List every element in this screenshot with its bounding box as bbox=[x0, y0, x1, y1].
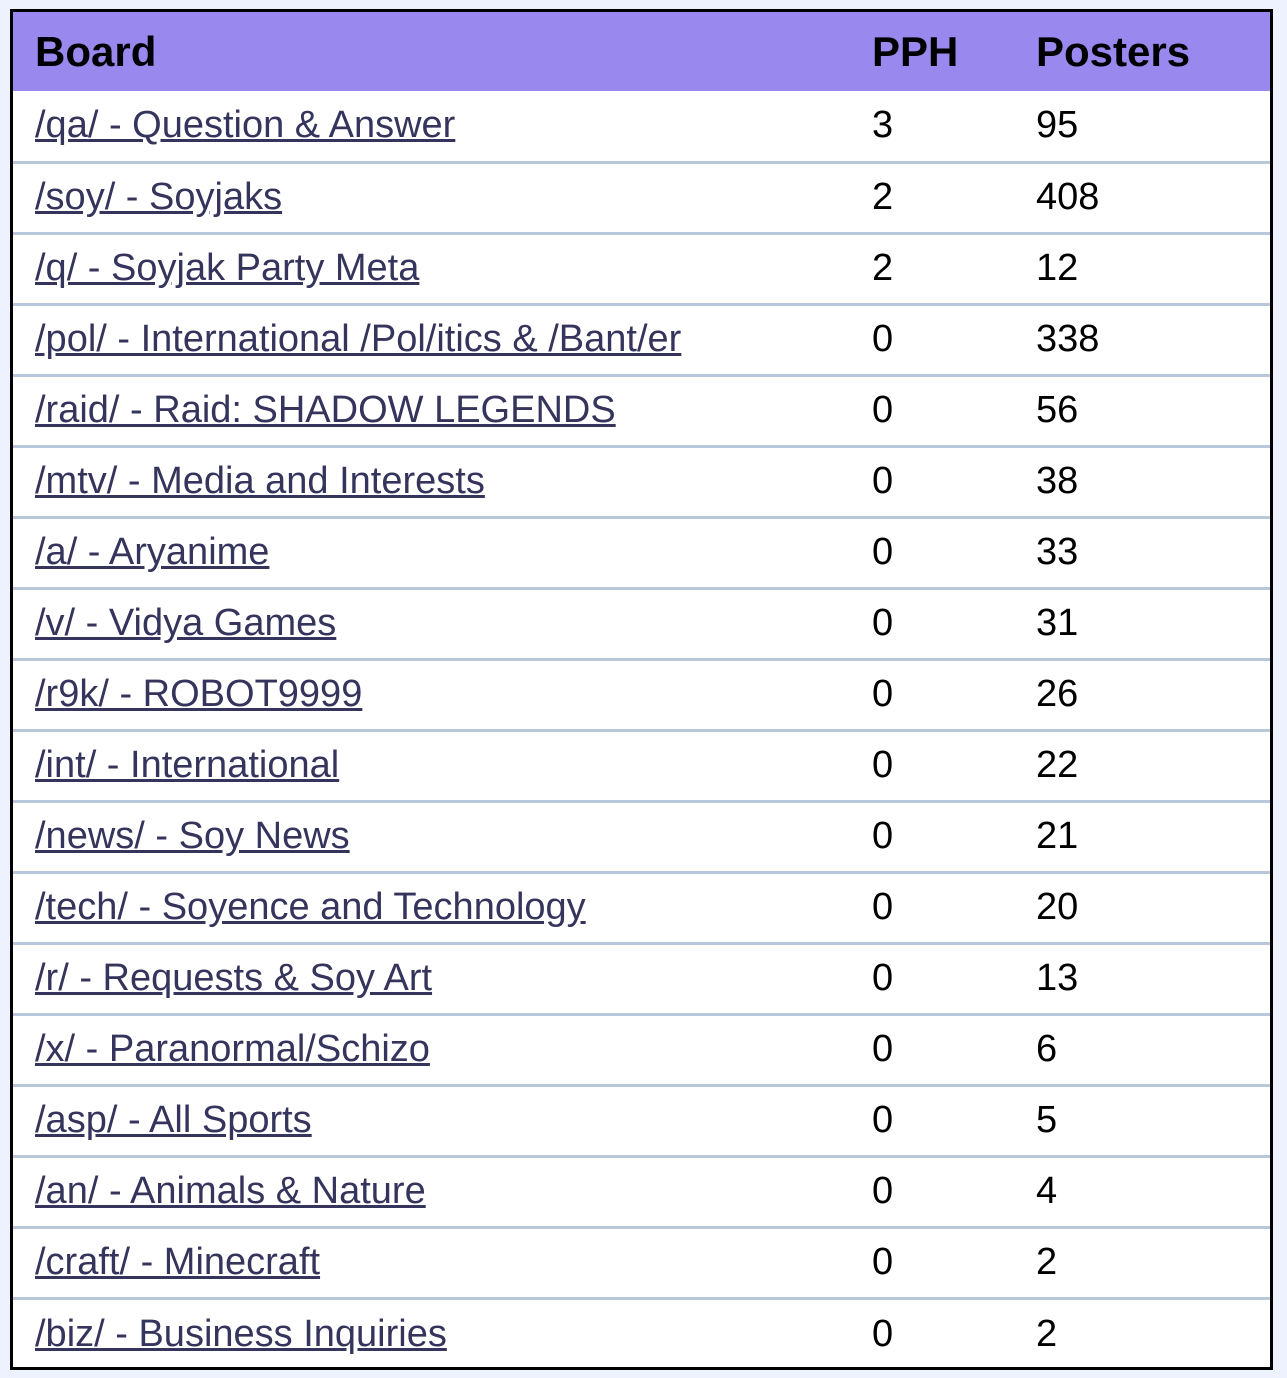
pph-cell: 2 bbox=[850, 162, 1014, 233]
board-cell bbox=[13, 1014, 850, 1085]
pph-cell: 0 bbox=[850, 659, 1014, 730]
pph-cell: 0 bbox=[850, 375, 1014, 446]
board-link[interactable]: /qa/ - Question & Answer bbox=[35, 104, 456, 147]
pph-cell: 0 bbox=[850, 872, 1014, 943]
posters-cell: 12 bbox=[1014, 233, 1270, 304]
table-row bbox=[13, 91, 1270, 162]
posters-cell: 38 bbox=[1014, 446, 1270, 517]
board-link[interactable]: /biz/ - Business Inquiries bbox=[35, 1312, 447, 1355]
board-link[interactable]: /raid/ - Raid: SHADOW LEGENDS bbox=[35, 389, 616, 431]
pph-cell: 2 bbox=[850, 233, 1014, 304]
table-row bbox=[13, 1298, 1270, 1369]
table-row bbox=[13, 730, 1270, 801]
posters-cell: 13 bbox=[1014, 943, 1270, 1014]
posters-cell: 6 bbox=[1014, 1014, 1270, 1085]
table-body bbox=[13, 91, 1270, 1369]
pph-cell: 0 bbox=[850, 517, 1014, 588]
table-row bbox=[13, 943, 1270, 1014]
board-cell bbox=[13, 1085, 850, 1156]
table-row bbox=[13, 446, 1270, 517]
column-header-board: Board bbox=[35, 27, 157, 75]
pph-cell: 0 bbox=[850, 1227, 1014, 1298]
column-header-pph: PPH bbox=[872, 27, 959, 75]
posters-cell: 31 bbox=[1014, 588, 1270, 659]
pph-cell: 0 bbox=[850, 588, 1014, 659]
board-cell bbox=[13, 801, 850, 872]
board-link[interactable]: /asp/ - All Sports bbox=[35, 1099, 312, 1141]
board-link[interactable]: /an/ - Animals & Nature bbox=[35, 1170, 426, 1212]
board-cell bbox=[13, 730, 850, 801]
board-link[interactable]: /q/ - Soyjak Party Meta bbox=[35, 247, 420, 289]
board-stats-table bbox=[10, 9, 1273, 1370]
board-link[interactable]: /tech/ - Soyence and Technology bbox=[35, 886, 586, 928]
table-row bbox=[13, 872, 1270, 943]
posters-cell: 20 bbox=[1014, 872, 1270, 943]
board-cell bbox=[13, 375, 850, 446]
pph-cell: 0 bbox=[850, 943, 1014, 1014]
posters-cell: 22 bbox=[1014, 730, 1270, 801]
pph-cell: 0 bbox=[850, 1014, 1014, 1085]
posters-cell: 56 bbox=[1014, 375, 1270, 446]
posters-cell: 2 bbox=[1014, 1298, 1270, 1369]
table-row bbox=[13, 517, 1270, 588]
board-cell bbox=[13, 1298, 850, 1369]
board-link[interactable]: /news/ - Soy News bbox=[35, 815, 350, 857]
posters-cell: 33 bbox=[1014, 517, 1270, 588]
header-row bbox=[13, 12, 1270, 91]
posters-cell: 4 bbox=[1014, 1156, 1270, 1227]
board-link[interactable]: /mtv/ - Media and Interests bbox=[35, 460, 485, 502]
board-link[interactable]: /craft/ - Minecraft bbox=[35, 1241, 321, 1283]
board-cell bbox=[13, 872, 850, 943]
posters-cell: 5 bbox=[1014, 1085, 1270, 1156]
pph-cell: 0 bbox=[850, 730, 1014, 801]
table-row bbox=[13, 659, 1270, 730]
board-link[interactable]: /v/ - Vidya Games bbox=[35, 602, 337, 644]
table-header bbox=[13, 12, 1270, 91]
table-row bbox=[13, 1085, 1270, 1156]
table-row bbox=[13, 375, 1270, 446]
table-row bbox=[13, 1227, 1270, 1298]
pph-cell: 0 bbox=[850, 1085, 1014, 1156]
board-cell bbox=[13, 517, 850, 588]
board-cell bbox=[13, 233, 850, 304]
pph-cell: 0 bbox=[850, 1156, 1014, 1227]
board-link[interactable]: /r9k/ - ROBOT9999 bbox=[35, 673, 363, 715]
table-row bbox=[13, 1014, 1270, 1085]
pph-cell: 0 bbox=[850, 446, 1014, 517]
table-row bbox=[13, 588, 1270, 659]
table-row bbox=[13, 801, 1270, 872]
board-cell bbox=[13, 446, 850, 517]
pph-cell: 0 bbox=[850, 801, 1014, 872]
board-link[interactable]: /pol/ - International /Pol/itics & /Bant/er bbox=[35, 318, 682, 360]
board-table bbox=[13, 12, 1270, 1369]
pph-cell: 0 bbox=[850, 304, 1014, 375]
board-cell bbox=[13, 162, 850, 233]
table-row bbox=[13, 304, 1270, 375]
pph-cell: 3 bbox=[872, 104, 894, 147]
board-cell bbox=[13, 304, 850, 375]
board-cell bbox=[13, 1156, 850, 1227]
board-link[interactable]: /a/ - Aryanime bbox=[35, 531, 270, 573]
board-cell bbox=[13, 1227, 850, 1298]
table-row bbox=[13, 1156, 1270, 1227]
posters-cell: 95 bbox=[1036, 104, 1079, 147]
posters-cell: 338 bbox=[1014, 304, 1270, 375]
board-link[interactable]: /soy/ - Soyjaks bbox=[35, 176, 283, 218]
posters-cell: 2 bbox=[1014, 1227, 1270, 1298]
table-row bbox=[13, 233, 1270, 304]
posters-cell: 26 bbox=[1014, 659, 1270, 730]
board-link[interactable]: /x/ - Paranormal/Schizo bbox=[35, 1028, 430, 1070]
table-row bbox=[13, 162, 1270, 233]
board-cell bbox=[13, 943, 850, 1014]
posters-cell: 408 bbox=[1014, 162, 1270, 233]
column-header-posters: Posters bbox=[1036, 27, 1191, 75]
board-cell bbox=[13, 588, 850, 659]
board-link[interactable]: /int/ - International bbox=[35, 744, 340, 786]
posters-cell: 21 bbox=[1014, 801, 1270, 872]
board-cell bbox=[13, 91, 850, 162]
board-link[interactable]: /r/ - Requests & Soy Art bbox=[35, 957, 433, 999]
pph-cell: 0 bbox=[850, 1298, 1014, 1369]
board-cell bbox=[13, 659, 850, 730]
